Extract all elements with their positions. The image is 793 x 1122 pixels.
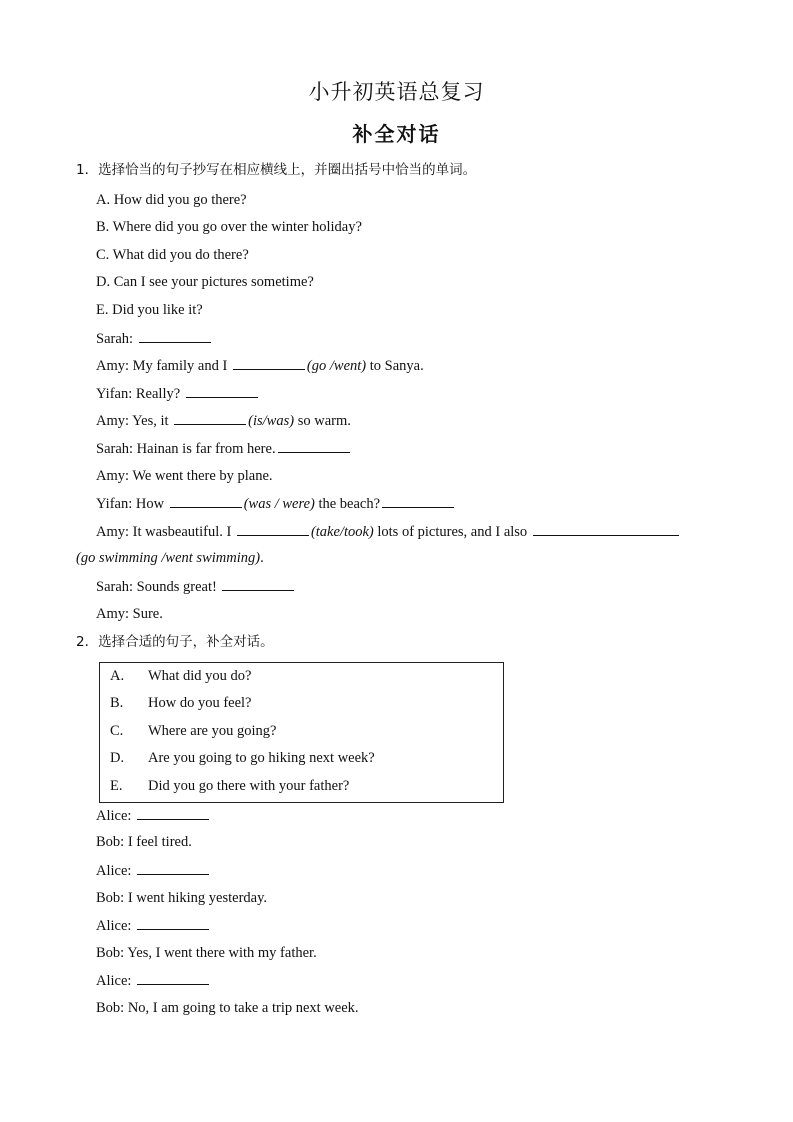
q1-dialogue-5 <box>96 438 352 459</box>
q1-dialogue-8-cont <box>76 548 264 568</box>
dialogue-text: Sarah: Sounds great! <box>96 579 221 595</box>
speaker-text: Sarah: <box>96 331 137 347</box>
answer-blank[interactable] <box>278 438 350 453</box>
question-2-heading: 2．选择合适的句子，补全对话。 <box>76 634 274 650</box>
q1-option-e: E. Did you like it? <box>96 302 203 318</box>
answer-blank[interactable] <box>233 355 305 370</box>
answer-blank[interactable] <box>174 410 246 425</box>
q2-dialogue-6: Bob: Yes, I went there with my father. <box>96 945 317 961</box>
word-choice[interactable]: (was / were) <box>243 496 315 512</box>
option-text: How do you feel? <box>148 695 252 711</box>
word-choice[interactable]: (go /went) <box>306 358 367 374</box>
question-1-heading: 1．选择恰当的句子抄写在相应横线上，并圈出括号中恰当的单词。 <box>76 162 477 178</box>
dialogue-text: lots of pictures, and I also <box>373 524 531 540</box>
q2-option-b <box>110 693 251 713</box>
answer-blank[interactable] <box>222 576 294 591</box>
q1-dialogue-6: Amy: We went there by plane. <box>96 468 273 484</box>
option-letter: E. <box>110 778 123 794</box>
word-choice[interactable]: (take/took) <box>310 524 374 540</box>
q2-dialogue-5 <box>96 915 211 936</box>
dialogue-text: to Sanya. <box>366 358 424 374</box>
answer-blank[interactable] <box>137 860 209 875</box>
q2-options-box <box>99 662 504 803</box>
q1-dialogue-2 <box>96 355 424 376</box>
dialogue-text: Amy: My family and I <box>96 358 231 374</box>
q1-dialogue-1 <box>96 328 213 349</box>
q1-option-b: B. Where did you go over the winter holiday? <box>96 219 362 235</box>
q1-dialogue-9 <box>96 576 296 597</box>
q1-dialogue-10: Amy: Sure. <box>96 606 163 622</box>
dialogue-text: so warm. <box>294 413 351 429</box>
q2-dialogue-1 <box>96 805 211 826</box>
q2-option-d <box>110 748 375 768</box>
q1-dialogue-7 <box>96 493 456 514</box>
answer-blank[interactable] <box>137 970 209 985</box>
word-choice[interactable]: (is/was) <box>248 413 295 429</box>
dialogue-text: Alice: <box>96 808 136 824</box>
q2-dialogue-7 <box>96 970 211 991</box>
q2-dialogue-4: Bob: I went hiking yesterday. <box>96 890 268 906</box>
dialogue-text: Amy: Yes, it <box>96 413 173 429</box>
q1-option-c: C. What did you do there? <box>96 247 249 263</box>
dialogue-text: Alice: <box>96 918 136 934</box>
option-letter: A. <box>110 668 125 684</box>
option-letter: D. <box>110 750 125 766</box>
q2-option-c <box>110 721 276 741</box>
q2-dialogue-8: Bob: No, I am going to take a trip next week. <box>96 1000 359 1016</box>
q2-option-e <box>110 776 349 796</box>
dialogue-text: . <box>260 550 264 566</box>
dialogue-text: Yifan: How <box>96 496 168 512</box>
dialogue-text: Yifan: Really? <box>96 386 184 402</box>
word-choice[interactable]: (go swimming /went swimming) <box>76 550 261 566</box>
option-text: Did you go there with your father? <box>148 778 350 794</box>
q2-dialogue-3 <box>96 860 211 881</box>
answer-blank[interactable] <box>139 328 211 343</box>
option-text: Are you going to go hiking next week? <box>148 750 375 766</box>
q1-option-a: A. How did you go there? <box>96 192 247 208</box>
answer-blank[interactable] <box>237 521 309 536</box>
q1-dialogue-8 <box>96 521 681 542</box>
dialogue-text: the beach? <box>314 496 381 512</box>
dialogue-text: Sarah: Hainan is far from here. <box>96 441 276 457</box>
answer-blank[interactable] <box>170 493 242 508</box>
section-title: 补全对话 <box>352 122 441 146</box>
option-text: Where are you going? <box>148 723 277 739</box>
option-letter: C. <box>110 723 124 739</box>
dialogue-text: Amy: It wasbeautiful. I <box>96 524 235 540</box>
answer-blank[interactable] <box>533 521 679 536</box>
dialogue-text: Alice: <box>96 863 136 879</box>
q2-option-a <box>110 666 252 686</box>
option-letter: B. <box>110 695 124 711</box>
q2-dialogue-2: Bob: I feel tired. <box>96 834 192 850</box>
answer-blank[interactable] <box>137 915 209 930</box>
answer-blank[interactable] <box>186 383 258 398</box>
answer-blank[interactable] <box>137 805 209 820</box>
q1-option-d: D. Can I see your pictures sometime? <box>96 274 314 290</box>
dialogue-text: Alice: <box>96 973 136 989</box>
page-title: 小升初英语总复习 <box>308 80 485 104</box>
option-text: What did you do? <box>148 668 252 684</box>
answer-blank[interactable] <box>382 493 454 508</box>
q1-dialogue-4 <box>96 410 351 431</box>
q1-dialogue-3 <box>96 383 260 404</box>
